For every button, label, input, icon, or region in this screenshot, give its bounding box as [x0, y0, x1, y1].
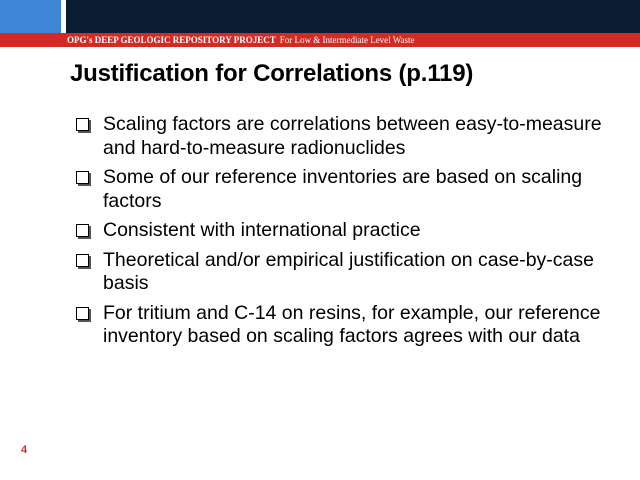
header-strip	[0, 33, 640, 47]
bullet-item	[76, 166, 606, 213]
project-name: OPG's DEEP GEOLOGIC REPOSITORY PROJECT	[67, 35, 276, 45]
bullet-text: Theoretical and/or empirical justification on case-by-case basis	[103, 248, 594, 294]
project-subtitle: For Low & Intermediate Level Waste	[279, 35, 415, 45]
bullet-text: Scaling factors are correlations between easy-to-measure and hard-to-measure radionuclides	[103, 113, 602, 159]
top-banner	[0, 0, 640, 33]
page-number: 4	[21, 444, 28, 456]
checkbox-outline-icon	[76, 118, 89, 131]
bullet-text: Some of our reference inventories are based on scaling factors	[103, 166, 583, 212]
bullet-item	[76, 113, 606, 160]
bullet-text: For tritium and C-14 on resins, for example, our reference inventory based on scaling factors agrees with our data	[103, 301, 601, 347]
checkbox-outline-icon	[76, 307, 89, 320]
bullet-item	[76, 302, 606, 349]
bullet-text: Consistent with international practice	[103, 219, 421, 241]
slide-title: Justification for Correlations (p.119)	[70, 60, 474, 87]
checkbox-outline-icon	[76, 171, 89, 184]
bullet-list	[76, 113, 606, 355]
banner-blue-block	[0, 0, 61, 33]
checkbox-outline-icon	[76, 254, 89, 267]
bullet-item	[76, 249, 606, 296]
bullet-item	[76, 219, 606, 243]
checkbox-outline-icon	[76, 224, 89, 237]
banner-dark-block	[66, 0, 640, 33]
